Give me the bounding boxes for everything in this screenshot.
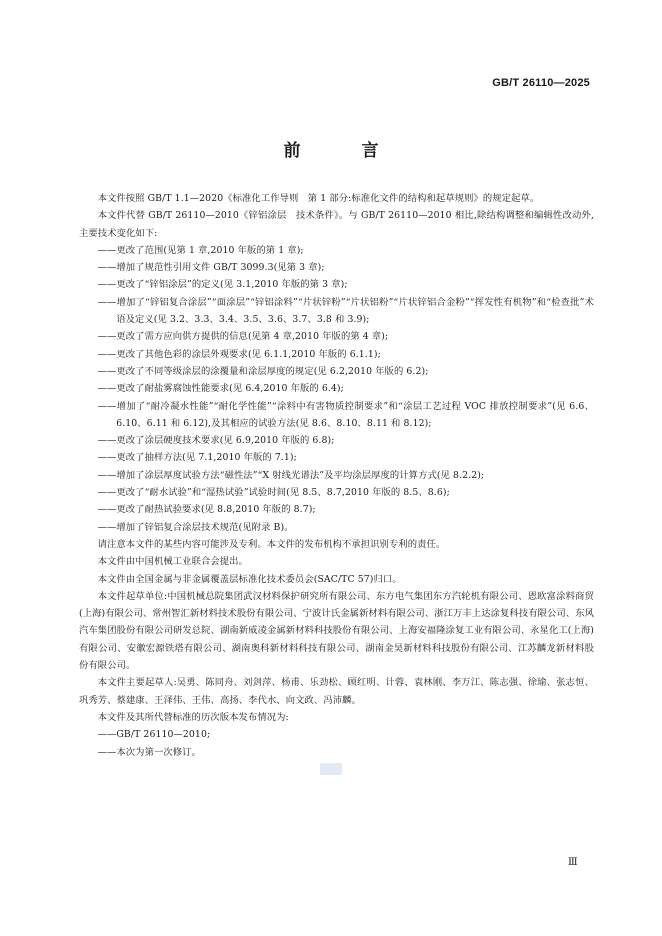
paragraph-patent-notice: 请注意本文件的某些内容可能涉及专利。本文件的发布机构不承担识别专利的责任。 xyxy=(97,538,446,550)
paragraph-drafting-rules: 本文件按照 GB/T 1.1—2020《标准化工作导则 第 1 部分:标准化文件的结构和起草规则》的规定起草。 xyxy=(97,193,540,204)
change-item: ——更改了耐盐雾腐蚀性能要求(见 6.4,2010 年版的 6.4); xyxy=(97,383,344,395)
change-item: ——增加了规范性引用文件 GB/T 3099.3(见第 3 章); xyxy=(97,262,325,274)
change-item: ——更改了“耐水试验”和“湿热试验”试验时间(见 8.5、8.7,2010 年版的 8.5、8.6); xyxy=(97,487,450,499)
change-item: ——更改了抽样方法(见 7.1,2010 年版的 7.1); xyxy=(97,452,297,464)
paragraph-replacement: 本文件代替 GB/T 26110—2010《锌铝涂层 技术条件》。与 GB/T 26110—2010 相比,除结构调整和编辑性改动外,主要技术变化如下: xyxy=(79,210,594,239)
paragraph-drafting-units: 本文件起草单位:中国机械总院集团武汉材料保护研究所有限公司、东方电气集团东方汽轮机有限公司、恩欧富涂料商贸(上海)有限公司、常州智汇新材料技术股份有限公司、宁波计氏金属新材料有限公司、浙江万丰上达涂复科技有限公司、东风汽车集团股份有限公司研发总院、湖南新威凌金属新材料科技股份有限公司、上海安福隆涂复工业有限公司、永星化工(上海)有限公司、安徽宏源铁塔有限公司、湖南奥科新材料科技有限公司、湖南金昊新材料科技股份有限公司、江苏麟龙新材料股份有限公司。 xyxy=(79,590,594,672)
paragraph-technical-committee: 本文件由全国金属与非金属覆盖层标准化技术委员会(SAC/TC 57)归口。 xyxy=(97,573,402,585)
history-list xyxy=(79,726,594,761)
foreword-body xyxy=(79,190,594,761)
change-item: ——更改了需方应向供方提供的信息(见第 4 章,2010 年版的第 4 章); xyxy=(97,331,389,343)
page-title: 前 言 xyxy=(283,141,401,161)
history-item: ——本次为第一次修订。 xyxy=(97,746,201,758)
paragraph-proposer: 本文件由中国机械工业联合会提出。 xyxy=(97,556,248,568)
change-item: ——更改了涂层硬度技术要求(见 6.9,2010 年版的 6.8); xyxy=(97,435,335,447)
paragraph-history-intro: 本文件及其所代替标准的历次版本发布情况为: xyxy=(97,711,289,723)
change-item: ——更改了耐热试验要求(见 8.8,2010 年版的 8.7); xyxy=(97,504,316,516)
change-item: ——更改了不同等级涂层的涂覆量和涂层厚度的规定(见 6.2,2010 年版的 6.2); xyxy=(97,365,429,377)
change-item: ——增加了涂层厚度试验方法“磁性法”“X 射线光谱法”及平均涂层厚度的计算方式(见 8.2.2); xyxy=(97,469,485,481)
change-list xyxy=(79,242,594,536)
watermark-logo xyxy=(320,763,342,775)
change-item: ——更改了其他色彩的涂层外观要求(见 6.1.1,2010 年版的 6.1.1); xyxy=(97,348,381,360)
change-item: ——更改了“锌铝涂层”的定义(见 3.1,2010 年版的第 3 章); xyxy=(97,279,348,291)
standard-code: GB/T 26110—2025 xyxy=(492,77,590,89)
change-item: ——增加了“锌铝复合涂层”“面涂层”“锌铝涂料”“片状锌粉”“片状铝粉”“片状锌铝合金粉”“挥发性有机物”和“检查批”术语及定义(见 3.2、3.3、3.4、3.5、3.6、3.7、3.8 和 3.9); xyxy=(97,296,594,326)
change-item: ——增加了锌铝复合涂层技术规范(见附录 B)。 xyxy=(97,521,294,533)
page-number: Ⅲ xyxy=(568,857,578,868)
paragraph-drafters: 本文件主要起草人:吴勇、陈同舟、刘剑萍、杨甫、乐劲松、顾红明、计蓉、袁林刚、李万江、陈志强、徐瑜、张志恒、巩秀芳、蔡建康、王泽伟、王伟、高扬、李代水、向文政、冯沛麟。 xyxy=(79,677,594,706)
history-item: ——GB/T 26110—2010; xyxy=(97,729,211,741)
change-item: ——增加了“耐冷凝水性能”“耐化学性能”“涂料中有害物质控制要求”和“涂层工艺过程 VOC 排放控制要求”(见 6.6、6.10、6.11 和 6.12),及其相应的试验方法(见 8.6、8.10、8.11 和 8.12); xyxy=(97,400,594,429)
change-item: ——更改了范围(见第 1 章,2010 年版的第 1 章); xyxy=(97,244,304,256)
